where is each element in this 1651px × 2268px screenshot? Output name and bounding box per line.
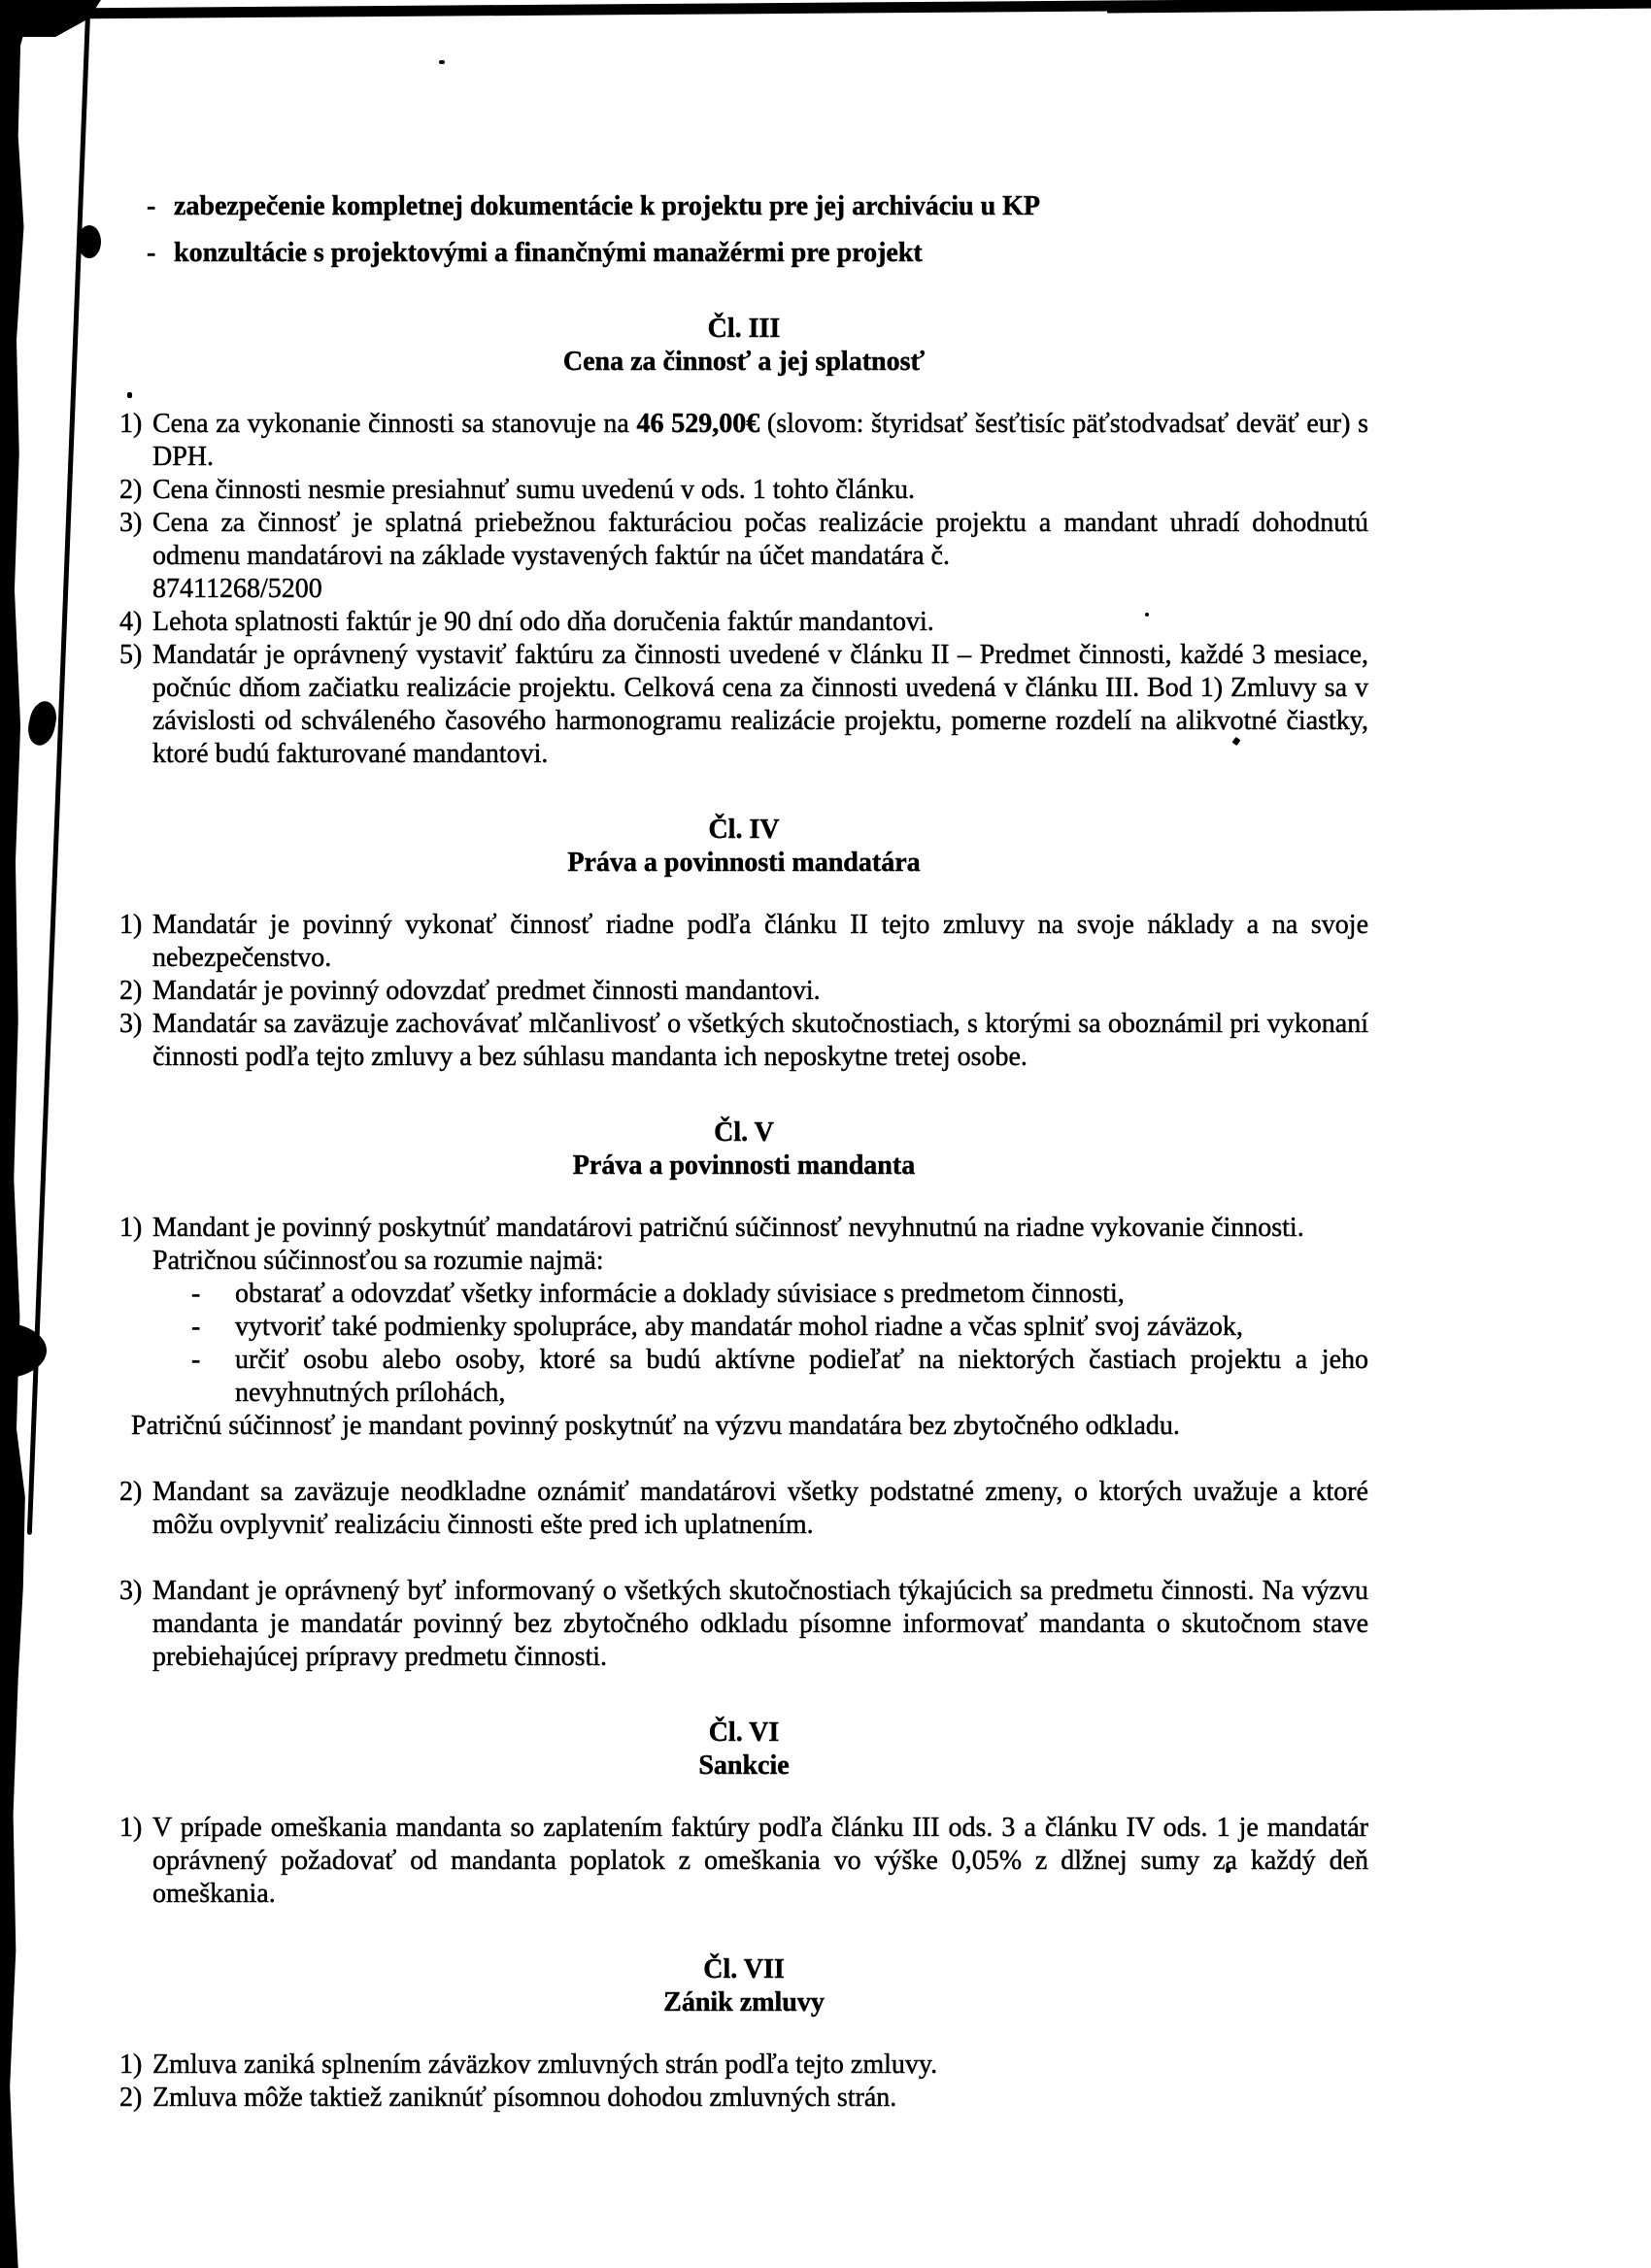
bullet-dash: - xyxy=(191,1345,201,1375)
item-text xyxy=(152,408,1368,474)
item-number: 2) xyxy=(119,976,143,1006)
intro-bullet-list xyxy=(119,190,1368,270)
item-text: Mandatár sa zaväzuje zachovávať mlčanlivosť o všetkých skutočnostiach, s ktorými sa oboznámil pri vykonaní činnosti podľa tejto zmluvy a bez súhlasu mandanta ich neposkytne tretej osobe. xyxy=(152,1009,1368,1072)
item-number: 2) xyxy=(119,475,143,505)
sub-bullet-list xyxy=(152,1278,1368,1410)
scan-artifact-left-edge xyxy=(0,0,33,2268)
item-text-run: Cena za vykonanie činnosti sa stanovuje na xyxy=(152,409,637,439)
item-number: 1) xyxy=(119,1813,143,1843)
item-text: Cena činnosti nesmie presiahnuť sumu uvedenú v ods. 1 tohto článku. xyxy=(152,475,915,505)
section-heading-cl7 xyxy=(119,1953,1368,2019)
item-text xyxy=(152,507,1368,606)
contract-text-column xyxy=(119,190,1368,2115)
section-title: Cena za činnosť a jej splatnosť xyxy=(562,347,926,377)
bullet-dash: - xyxy=(191,1279,201,1309)
clause-item xyxy=(119,1212,1368,1443)
sub-bullet-text: určiť osobu alebo osoby, ktoré sa budú aktívne podieľať na niektorých častiach projektu a jeho nevyhnutných prílohách, xyxy=(235,1345,1368,1408)
sub-bullet xyxy=(152,1278,1368,1311)
scan-speck xyxy=(439,60,445,64)
item-number: 4) xyxy=(119,607,143,637)
item-text-run: Cena za činnosť je splatná priebežnou fakturáciou počas realizácie projektu a mandant uhradí dohodnutú odmenu mandatárovi na základe vystavených faktúr na účet mandatára č. xyxy=(152,508,1368,571)
bullet-dash: - xyxy=(191,1312,201,1342)
bullet-dash: - xyxy=(147,191,156,221)
section-cl6-items xyxy=(119,1812,1368,1911)
section-number: Čl. V xyxy=(714,1117,774,1148)
item-text: Mandatár je oprávnený vystaviť faktúru za činnosti uvedené v článku II – Predmet činnosti, každé 3 mesiace, počnúc dňom začiatku realizácie projektu. Celková cena za činnosti uvedená v článku III. Bod 1) Zmluvy sa v závislosti od schváleného časového harmonogramu realizácie projektu, pomerne rozdelí na alikvotné čiastky, ktoré budú fakturované mandantovi. xyxy=(152,640,1368,769)
account-number: 87411268/5200 xyxy=(152,574,322,604)
item-number: 5) xyxy=(119,640,143,670)
section-heading-cl4 xyxy=(119,814,1368,880)
section-cl5-items xyxy=(119,1212,1368,1674)
item-text xyxy=(131,1212,1368,1443)
intro-bullet-text: konzultácie s projektovými a finančnými manažérmi pre projekt xyxy=(174,238,923,268)
clause-item xyxy=(119,1812,1368,1911)
item-footer: Patričnú súčinnosť je mandant povinný poskytnúť na výzvu mandatára bez zbytočného odkladu. xyxy=(131,1411,1180,1441)
section-cl3-items xyxy=(119,408,1368,771)
item-number: 3) xyxy=(119,1009,143,1039)
price-value: 46 529,00€ xyxy=(636,409,760,439)
item-number: 1) xyxy=(119,1213,143,1243)
item-number: 1) xyxy=(119,409,143,439)
scan-artifact-top-edge-right xyxy=(1107,0,1651,13)
clause-item xyxy=(119,606,1368,639)
item-text: Mandatár je povinný vykonať činnosť riadne podľa článku II tejto zmluvy na svoje náklady a na svoje nebezpečenstvo. xyxy=(152,910,1368,973)
section-cl7-items xyxy=(119,2049,1368,2115)
section-number: Čl. VI xyxy=(708,1718,780,1748)
item-note: Patričnou súčinnosťou sa rozumie najmä: xyxy=(152,1246,604,1276)
sub-bullet-text: obstarať a odovzdať všetky informácie a doklady súvisiace s predmetom činnosti, xyxy=(235,1279,1125,1309)
section-title: Sankcie xyxy=(698,1751,790,1781)
clause-item xyxy=(119,2082,1368,2115)
intro-bullet xyxy=(119,237,1368,270)
sub-bullet xyxy=(152,1311,1368,1344)
section-heading-cl5 xyxy=(119,1117,1368,1183)
sub-bullet xyxy=(152,1344,1368,1410)
clause-item xyxy=(119,408,1368,474)
clause-item xyxy=(119,1476,1368,1542)
clause-item xyxy=(119,2049,1368,2082)
bullet-dash: - xyxy=(147,238,156,268)
section-number: Čl. IV xyxy=(708,815,780,845)
item-text: Mandant sa zaväzuje neodkladne oznámiť mandatárovi všetky podstatné zmeny, o ktorých uvažuje a ktoré môžu ovplyvniť realizáciu činnosti ešte pred ich uplatnením. xyxy=(152,1477,1368,1540)
intro-bullet xyxy=(119,190,1368,223)
clause-item xyxy=(119,507,1368,606)
clause-item xyxy=(119,474,1368,507)
item-text: Zmluva môže taktiež zaniknúť písomnou dohodou zmluvných strán. xyxy=(152,2083,897,2113)
scan-artifact-blob-middle xyxy=(25,699,60,749)
clause-item xyxy=(119,1575,1368,1674)
section-heading-cl6 xyxy=(119,1717,1368,1783)
section-title: Práva a povinnosti mandanta xyxy=(572,1151,916,1181)
clause-item xyxy=(119,639,1368,771)
clause-item xyxy=(119,975,1368,1008)
item-number: 1) xyxy=(119,2050,143,2080)
item-text: Lehota splatnosti faktúr je 90 dní odo dňa doručenia faktúr mandantovi. xyxy=(152,607,934,637)
item-number: 1) xyxy=(119,910,143,940)
item-number: 2) xyxy=(119,2083,143,2113)
item-text: V prípade omeškania mandanta so zaplatením faktúry podľa článku III ods. 3 a článku IV ods. 1 je mandatár oprávnený požadovať od mandanta poplatok z omeškania vo výške 0,05% z dlžnej sumy za každý deň omeškania. xyxy=(152,1813,1368,1909)
scan-artifact-blob-top xyxy=(78,225,101,258)
item-text: Mandant je oprávnený byť informovaný o všetkých skutočnostiach týkajúcich sa predmetu činnosti. Na výzvu mandanta je mandatár povinný bez zbytočného odkladu písomne informovať mandanta o skutočnom stave prebiehajúcej prípravy predmetu činnosti. xyxy=(152,1576,1368,1672)
section-number: Čl. VII xyxy=(703,1954,785,1984)
clause-item xyxy=(119,1008,1368,1074)
item-text: Zmluva zaniká splnením záväzkov zmluvných strán podľa tejto zmluvy. xyxy=(152,2050,938,2080)
clause-item xyxy=(119,909,1368,975)
section-cl4-items xyxy=(119,909,1368,1074)
section-title: Práva a povinnosti mandatára xyxy=(567,848,921,878)
item-text-run: Mandant je povinný poskytnúť mandatárovi patričnú súčinnosť nevyhnutnú na riadne vykovanie činnosti. xyxy=(152,1213,1304,1243)
sub-bullet-text: vytvoriť také podmienky spolupráce, aby mandatár mohol riadne a včas splniť svoj záväzok, xyxy=(235,1312,1243,1342)
section-title: Zánik zmluvy xyxy=(663,1987,825,2018)
item-number: 2) xyxy=(119,1477,143,1507)
section-number: Čl. III xyxy=(707,314,781,344)
intro-bullet-text: zabezpečenie kompletnej dokumentácie k projektu pre jej archiváciu u KP xyxy=(174,191,1041,221)
section-heading-cl3 xyxy=(119,313,1368,379)
item-text: Mandatár je povinný odovzdať predmet činnosti mandantovi. xyxy=(152,976,821,1006)
item-number: 3) xyxy=(119,1576,143,1606)
item-text-run: (slovom: štyridsať šesťtisíc päťstodvadsať deväť eur) s DPH. xyxy=(152,409,1369,472)
item-number: 3) xyxy=(119,508,143,538)
